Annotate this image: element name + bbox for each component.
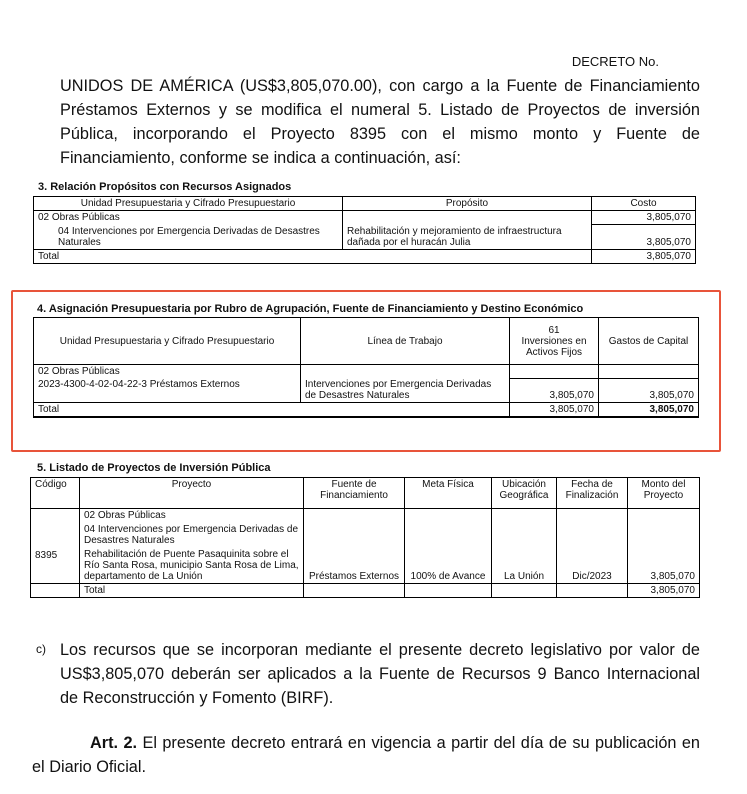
section4-title: 4. Asignación Presupuestaria por Rubro de Agrupación, Fuente de Financiamiento y Destino Económico xyxy=(37,303,584,315)
section5-title: 5. Listado de Proyectos de Inversión Pública xyxy=(37,462,271,474)
section5-total-amount: 3,805,070 xyxy=(628,584,700,598)
section5-total-blank xyxy=(304,584,405,598)
section4-table xyxy=(33,317,699,418)
rubro-code: 61 xyxy=(548,324,560,336)
section5-source-cell: Préstamos Externos xyxy=(304,509,405,584)
section5-goal-cell: 100% de Avance xyxy=(405,509,492,584)
section5-header-location: Ubicación Geográfica xyxy=(492,478,557,509)
section4-cap-cell xyxy=(599,365,699,379)
section3-total-label: Total xyxy=(34,249,592,263)
section5-code-cell: 8395 xyxy=(31,509,80,584)
section4-total-inv: 3,805,070 xyxy=(510,403,599,418)
section3-purpose-cell: Rehabilitación y mejoramiento de infraestructura dañada por el huracán Julia xyxy=(343,225,592,250)
section3-cost-cell: 3,805,070 xyxy=(592,225,696,250)
section5-project-line: 04 Intervenciones por Emergencia Derivadas de Desastres Naturales xyxy=(84,524,299,546)
section5-date-cell: Dic/2023 xyxy=(557,509,628,584)
section5-total-blank xyxy=(492,584,557,598)
intro-line: Préstamos Externos y se modifica el numeral 5. Listado de Proyectos de inversión xyxy=(60,101,700,119)
section4-inv-cell xyxy=(510,365,599,379)
section3-header-cost: Costo xyxy=(592,197,696,211)
section4-unit-cell: 02 Obras Públicas xyxy=(34,365,301,379)
article-2-line xyxy=(32,731,700,755)
section4-header-unit: Unidad Presupuestaria y Cifrado Presupuestario xyxy=(34,318,301,365)
article-2-line: el Diario Oficial. xyxy=(32,758,147,776)
section4-total-label: Total xyxy=(34,403,510,418)
section4-header-capital: Gastos de Capital xyxy=(599,318,699,365)
section3-unit-cell: 04 Intervenciones por Emergencia Derivadas de Desastres Naturales xyxy=(34,225,343,250)
section5-total-blank xyxy=(31,584,80,598)
paragraph-c-marker: c) xyxy=(36,642,46,656)
section5-location-cell: La Unión xyxy=(492,509,557,584)
section4-header-investments xyxy=(510,318,599,365)
decree-number-label: DECRETO No. xyxy=(571,54,659,69)
rubro-name: Inversiones en Activos Fijos xyxy=(521,335,587,358)
section5-header-code: Código xyxy=(31,478,80,509)
paragraph-c-line: Los recursos que se incorporan mediante el presente decreto legislativo por valor de xyxy=(60,641,700,659)
section5-total-label: Total xyxy=(80,584,304,598)
section4-unit-cell: 2023-4300-4-02-04-22-3 Préstamos Externos xyxy=(34,378,301,403)
section4-line-cell xyxy=(301,365,510,379)
intro-line: UNIDOS DE AMÉRICA (US$3,805,070.00), con cargo a la Fuente de Financiamiento xyxy=(60,77,700,95)
article-2 xyxy=(32,731,700,779)
section5-project-name: Rehabilitación de Puente Pasaquinita sobre el Río Santa Rosa, municipio Santa Rosa de Lima, departamento de La Unión xyxy=(84,549,299,582)
section3-total-cost: 3,805,070 xyxy=(592,249,696,263)
section3-purpose-cell xyxy=(343,211,592,225)
section3-cost-cell: 3,805,070 xyxy=(592,211,696,225)
paragraph-c-line: de Reconstrucción y Fomento (BIRF). xyxy=(60,689,334,707)
article-2-label: Art. 2. xyxy=(90,734,138,752)
section5-total-blank xyxy=(557,584,628,598)
section4-line-cell: Intervenciones por Emergencia Derivadas de Desastres Naturales xyxy=(301,378,510,403)
section4-total-cap: 3,805,070 xyxy=(599,403,699,418)
section4-header-line: Línea de Trabajo xyxy=(301,318,510,365)
section3-title: 3. Relación Propósitos con Recursos Asignados xyxy=(38,181,292,193)
section5-header-project: Proyecto xyxy=(80,478,304,509)
intro-paragraph xyxy=(60,74,700,170)
paragraph-c xyxy=(60,638,700,710)
section4-cap-cell: 3,805,070 xyxy=(599,378,699,403)
section3-header-purpose: Propósito xyxy=(343,197,592,211)
section3-header-unit: Unidad Presupuestaria y Cifrado Presupuestario xyxy=(34,197,343,211)
intro-line: Financiamiento, conforme se indica a continuación, así: xyxy=(60,149,461,167)
article-2-text: El presente decreto entrará en vigencia a partir del día de su publicación en xyxy=(137,734,700,752)
intro-line: Pública, incorporando el Proyecto 8395 con el mismo monto y Fuente de xyxy=(60,125,700,143)
section4-inv-cell: 3,805,070 xyxy=(510,378,599,403)
section5-amount-cell: 3,805,070 xyxy=(628,509,700,584)
section5-header-amount: Monto del Proyecto xyxy=(628,478,700,509)
section5-project-unit: 02 Obras Públicas xyxy=(84,510,166,521)
section5-total-blank xyxy=(405,584,492,598)
section5-header-date: Fecha de Finalización xyxy=(557,478,628,509)
paragraph-c-line: US$3,805,070 deberán ser aplicados a la Fuente de Recursos 9 Banco Internacional xyxy=(60,665,700,683)
section3-table xyxy=(33,196,696,264)
section5-project-cell xyxy=(80,509,304,584)
section5-header-goal: Meta Física xyxy=(405,478,492,509)
section5-table xyxy=(30,477,700,598)
section3-unit-cell: 02 Obras Públicas xyxy=(34,211,343,225)
section5-header-source: Fuente de Financiamiento xyxy=(304,478,405,509)
